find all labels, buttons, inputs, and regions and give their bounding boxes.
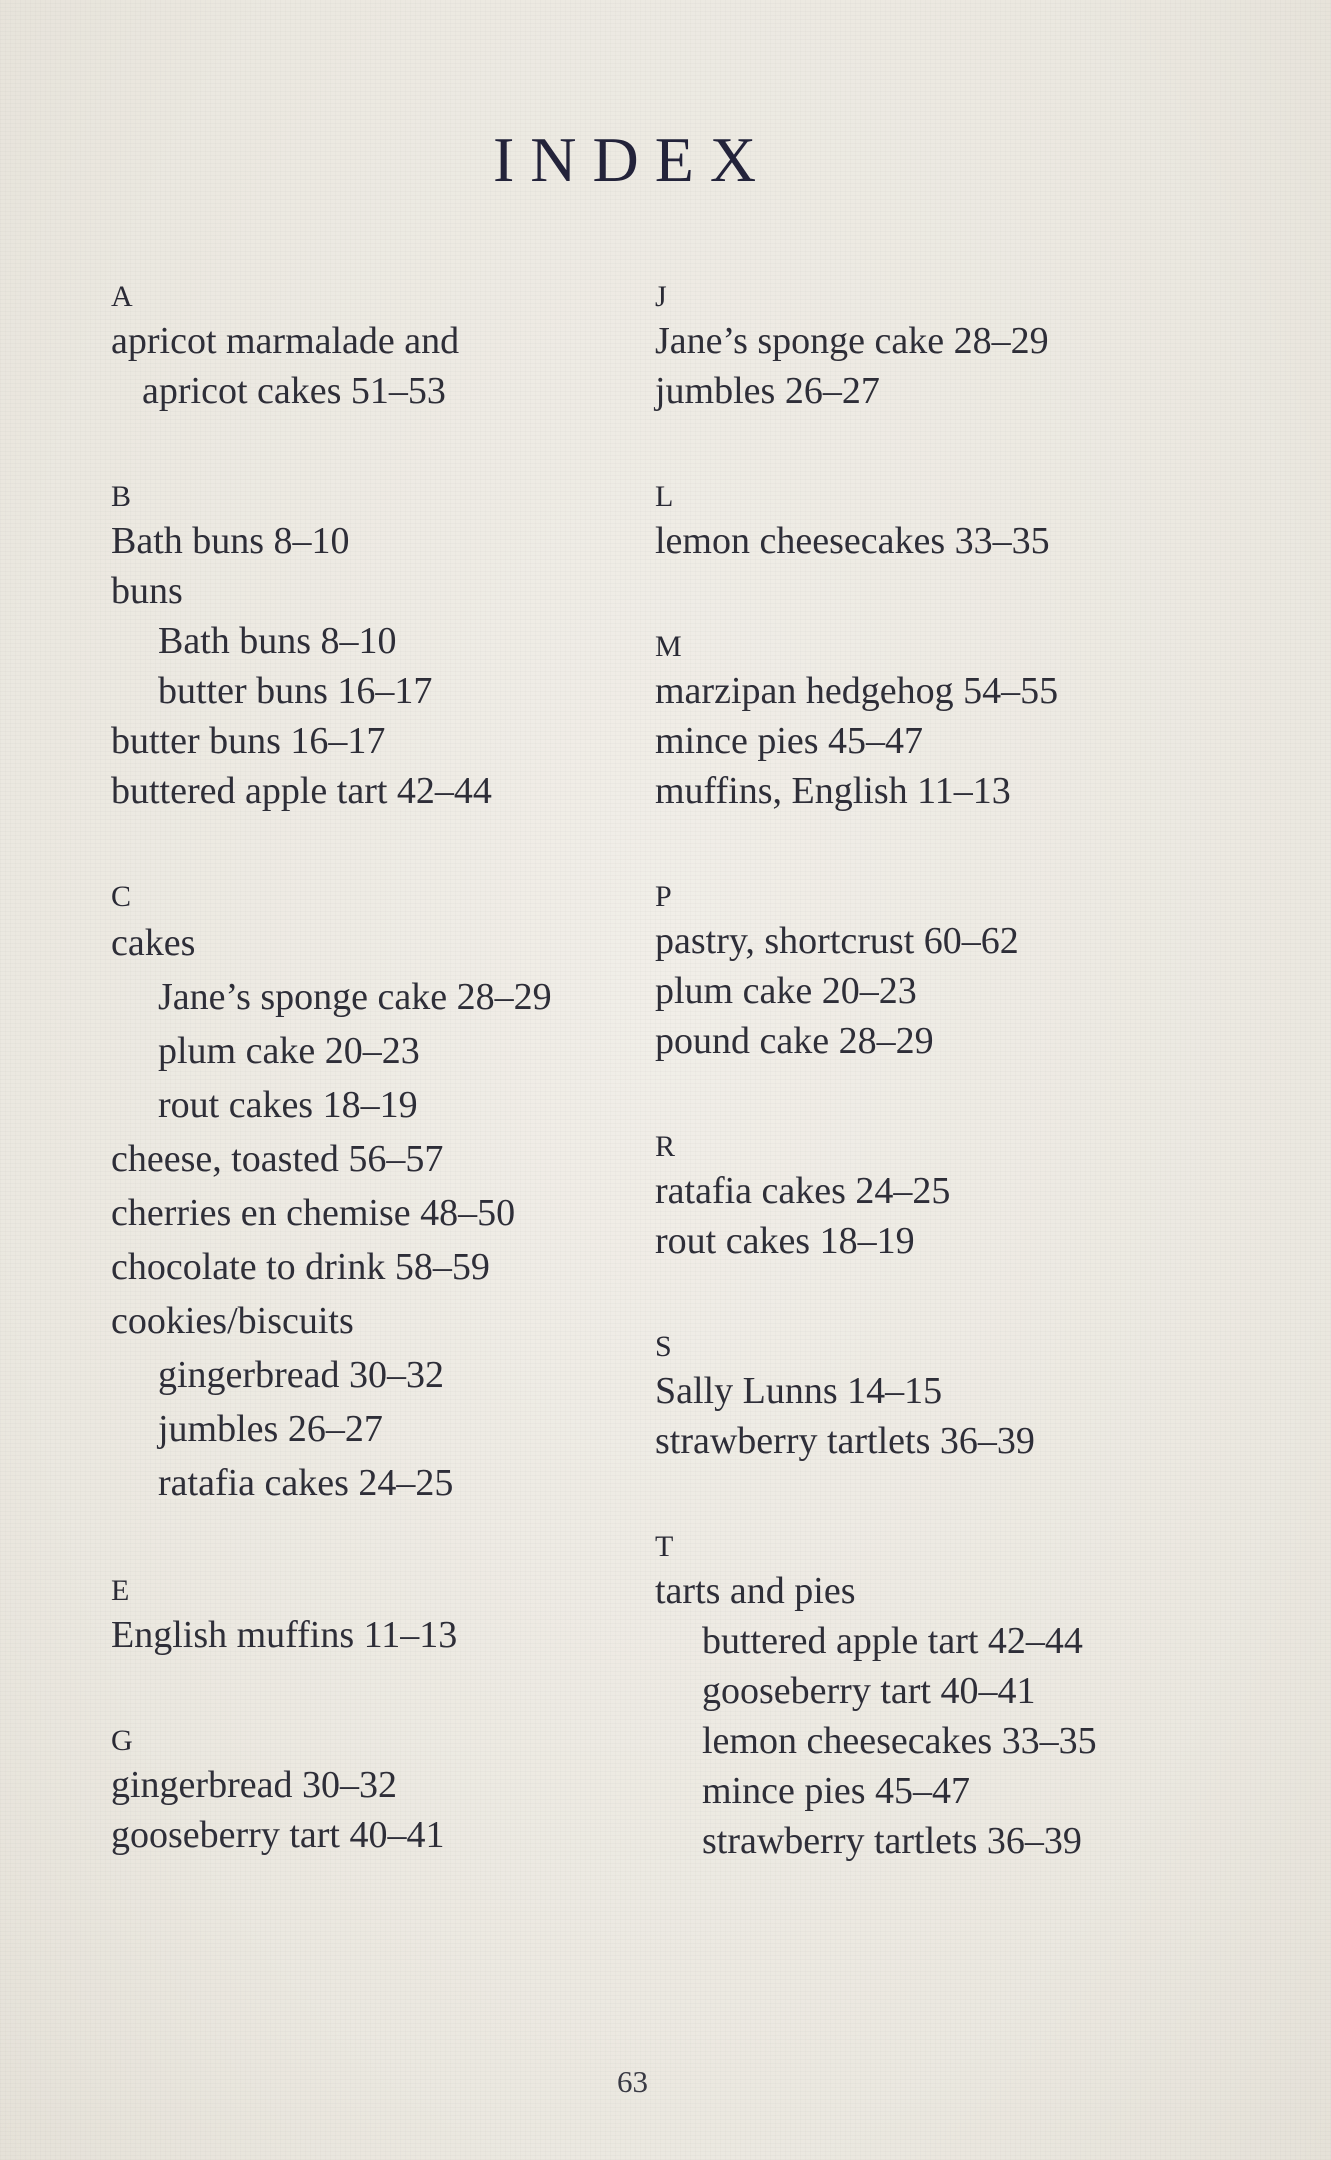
page-number: 63 [617, 2064, 648, 2099]
index-section-r [655, 1128, 1215, 1266]
index-subentry: gooseberry tart 40–41 [702, 1670, 1036, 1712]
index-entry: strawberry tartlets 36–39 [655, 1420, 1035, 1462]
index-entry: butter buns 16–17 [111, 720, 386, 762]
index-entry: pound cake 28–29 [655, 1020, 934, 1062]
page-title: INDEX [492, 124, 773, 195]
index-entry: marzipan hedgehog 54–55 [655, 670, 1059, 712]
index-entry: buttered apple tart 42–44 [111, 770, 492, 812]
section-gap [655, 1066, 1215, 1128]
index-section-l [655, 478, 1215, 566]
index-subentry: butter buns 16–17 [158, 670, 433, 712]
index-section-p [655, 878, 1215, 1066]
section-letter: R [655, 1130, 676, 1163]
index-entry: gingerbread 30–32 [111, 1764, 397, 1806]
index-subentry: gingerbread 30–32 [158, 1354, 444, 1396]
section-letter: B [111, 480, 132, 513]
index-section-m [655, 628, 1215, 816]
index-entry: cookies/biscuits [111, 1300, 354, 1342]
index-section-t [655, 1528, 1215, 1866]
index-subentry: strawberry tartlets 36–39 [702, 1820, 1082, 1862]
index-entry: chocolate to drink 58–59 [111, 1246, 490, 1288]
section-letter: G [111, 1724, 133, 1757]
section-letter: T [655, 1530, 674, 1563]
index-subentry: buttered apple tart 42–44 [702, 1620, 1083, 1662]
index-entry: cheese, toasted 56–57 [111, 1138, 444, 1180]
section-gap [655, 416, 1215, 478]
index-entry: gooseberry tart 40–41 [111, 1814, 445, 1856]
section-letter: A [111, 280, 133, 313]
index-entry: buns [111, 570, 183, 612]
index-entry: cherries en chemise 48–50 [111, 1192, 516, 1234]
section-letter: S [655, 1330, 672, 1363]
index-section-c [111, 878, 631, 1510]
index-entry: lemon cheesecakes 33–35 [655, 520, 1050, 562]
index-column-right [655, 278, 1215, 1866]
section-gap [655, 1466, 1215, 1528]
section-letter: C [111, 880, 132, 913]
index-entry: apricot marmalade and [111, 320, 460, 362]
index-subentry: rout cakes 18–19 [158, 1084, 418, 1126]
section-gap [655, 816, 1215, 878]
section-letter: M [655, 630, 682, 663]
index-subentry: Bath buns 8–10 [158, 620, 397, 662]
section-gap [655, 1266, 1215, 1328]
index-section-a [111, 278, 631, 416]
index-column-left [111, 278, 631, 1860]
section-gap [655, 566, 1215, 628]
section-gap [111, 816, 631, 878]
index-section-b [111, 478, 631, 816]
section-letter: P [655, 880, 672, 913]
index-subentry: jumbles 26–27 [158, 1408, 383, 1450]
index-entry: jumbles 26–27 [655, 370, 880, 412]
index-section-s [655, 1328, 1215, 1466]
section-gap [111, 1660, 631, 1722]
index-entry: mince pies 45–47 [655, 720, 924, 762]
section-gap [111, 416, 631, 478]
index-section-g [111, 1722, 631, 1860]
index-entry: Sally Lunns 14–15 [655, 1370, 943, 1412]
index-entry: ratafia cakes 24–25 [655, 1170, 951, 1212]
index-entry: pastry, shortcrust 60–62 [655, 920, 1019, 962]
index-subentry: ratafia cakes 24–25 [158, 1462, 454, 1504]
index-entry: rout cakes 18–19 [655, 1220, 915, 1262]
index-entry: cakes [111, 922, 196, 964]
section-letter: L [655, 480, 674, 513]
index-entry: Jane’s sponge cake 28–29 [655, 320, 1049, 362]
index-section-j [655, 278, 1215, 416]
index-subentry: mince pies 45–47 [702, 1770, 971, 1812]
index-subentry: plum cake 20–23 [158, 1030, 420, 1072]
index-entry: plum cake 20–23 [655, 970, 917, 1012]
index-entry: apricot cakes 51–53 [142, 370, 446, 412]
index-section-e [111, 1572, 631, 1660]
index-entry: muffins, English 11–13 [655, 770, 1011, 812]
index-subentry: Jane’s sponge cake 28–29 [158, 976, 552, 1018]
index-entry: English muffins 11–13 [111, 1614, 458, 1656]
section-letter: J [655, 280, 667, 313]
section-letter: E [111, 1574, 130, 1607]
index-subentry: lemon cheesecakes 33–35 [702, 1720, 1097, 1762]
index-entry: tarts and pies [655, 1570, 856, 1612]
section-gap [111, 1510, 631, 1572]
index-entry: Bath buns 8–10 [111, 520, 350, 562]
